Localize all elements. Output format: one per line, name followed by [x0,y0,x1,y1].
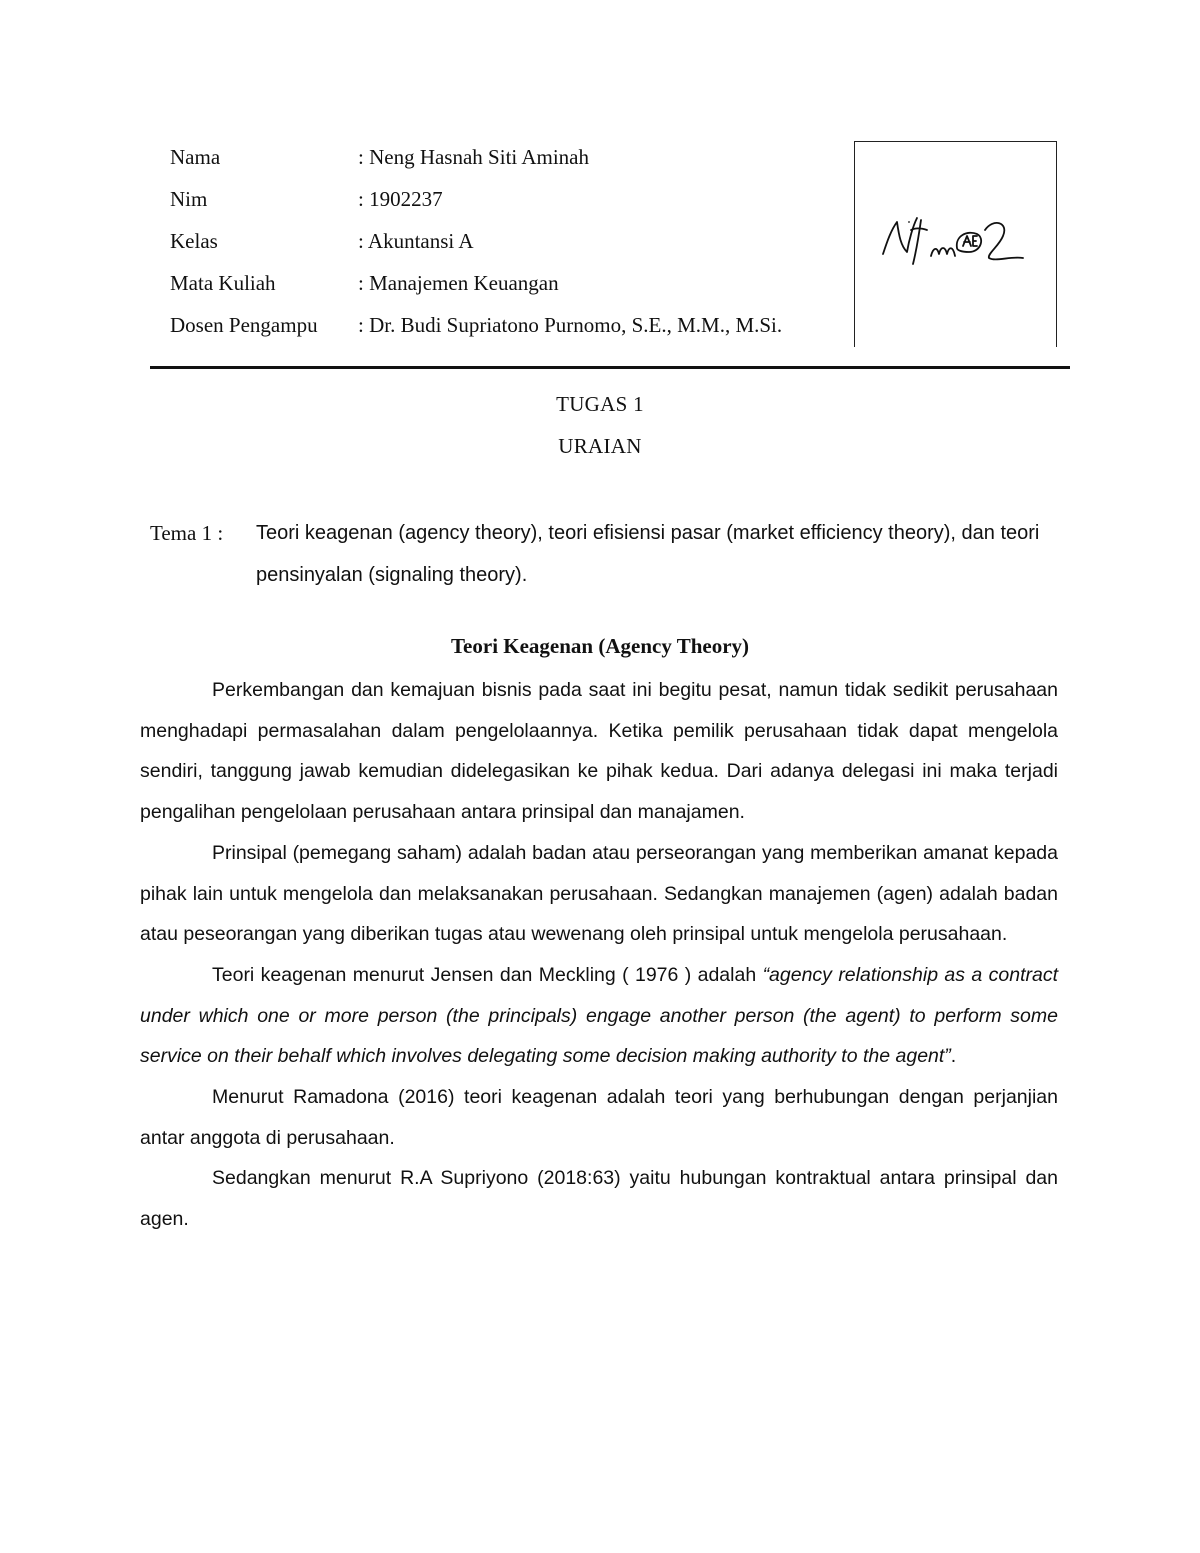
info-label: Mata Kuliah [170,270,276,295]
info-value: : Akuntansi A [358,228,474,253]
info-row-nama [170,136,860,178]
theme-text: Teori keagenan (agency theory), teori efisiensi pasar (market efficiency theory), dan teori pensinyalan (signaling theory). [256,522,1040,586]
info-value: : Manajemen Keuangan [358,270,559,295]
info-label: Dosen Pengampu [170,312,318,337]
assignment-subtitle: URAIAN [558,434,642,458]
info-label: Kelas [170,228,218,253]
info-label: Nama [170,144,221,169]
paragraph: Menurut Ramadona (2016) teori keagenan adalah teori yang berhubungan dengan perjanjian antar anggota di perusahaan. [140,1086,1058,1149]
quote: “agency relationship as a contract under which one or more person (the principals) engage another person (the agent) to perform some service on their behalf which involves delegating some decision making authority to the agent” [140,963,1058,1068]
student-info [170,136,860,346]
theme-label: Tema 1 : [150,521,224,545]
section-body [140,670,1058,1240]
paragraph-lead: Teori keagenan menurut Jensen dan Meckling ( 1976 ) adalah [212,963,763,986]
info-value: : Neng Hasnah Siti Aminah [358,144,589,169]
info-row-kelas [170,220,860,262]
info-value: : 1902237 [358,186,443,211]
paragraph: Prinsipal (pemegang saham) adalah badan atau perseorangan yang memberikan amanat kepada pihak lain untuk mengelola dan melaksanakan perusahaan. Sedangkan manajemen (agen) adalah badan atau peseorangan yang diberikan tugas atau wewenang oleh prinsipal untuk mengelola perusahaan. [140,841,1058,946]
info-row-nim [170,178,860,220]
info-value: : Dr. Budi Supriatono Purnomo, S.E., M.M., M.Si. [358,312,783,337]
info-row-dosen [170,304,860,346]
paragraph: Sedangkan menurut R.A Supriyono (2018:63) yaitu hubungan kontraktual antara prinsipal dan agen. [140,1167,1058,1231]
handwritten-signature [877,212,1037,272]
paragraph: Perkembangan dan kemajuan bisnis pada saat ini begitu pesat, namun tidak sedikit perusahaan menghadapi permasalahan dalam pengelolaannya. Ketika pemilik perusahaan tidak dapat mengelola sendiri, tanggung jawab kemudian didelegasikan ke pihak kedua. Dari adanya delegasi ini maka terjadi pengalihan pengelolaan perusahaan antara prinsipal dan manajamen. [140,679,1058,824]
info-row-mata-kuliah [170,262,860,304]
header-divider [150,366,1070,369]
signature-box [854,141,1057,347]
assignment-title: TUGAS 1 [556,392,644,416]
info-label: Nim [170,186,208,211]
paragraph [140,955,1058,1077]
paragraph-end: . [950,1045,957,1068]
section-title: Teori Keagenan (Agency Theory) [450,634,750,658]
